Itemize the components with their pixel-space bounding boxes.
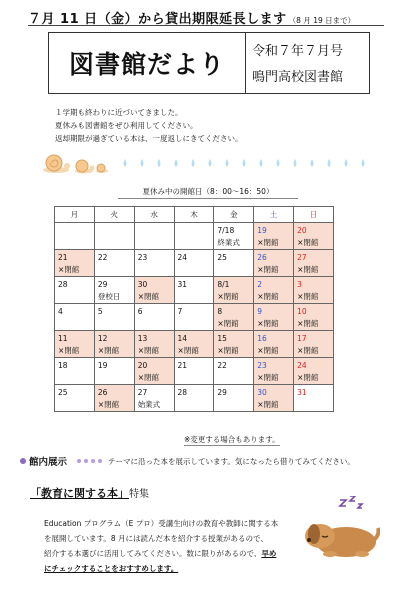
intro-text bbox=[55, 106, 375, 145]
calendar-week-row bbox=[55, 223, 334, 250]
calendar-day bbox=[174, 250, 214, 277]
calendar-date: 16 bbox=[257, 334, 267, 343]
exhibit-heading: 館内展示 bbox=[29, 457, 68, 468]
calendar-day-closed bbox=[254, 277, 294, 304]
calendar-date: 11 bbox=[58, 334, 68, 343]
title-left-panel bbox=[49, 33, 246, 93]
calendar-day-closed bbox=[294, 358, 334, 385]
calendar-week-row bbox=[55, 331, 334, 358]
calendar-week-row bbox=[55, 385, 334, 412]
calendar-status: 始業式 bbox=[137, 400, 161, 409]
calendar-date: 28 bbox=[177, 388, 188, 397]
exhibit-text: テーマに沿った本を展示しています。気になったら借りてみてください。 bbox=[108, 456, 355, 466]
feature-line-text: 紹介する本選びに活用してみてください。数に限りがあるので、 bbox=[44, 549, 262, 558]
calendar-day-closed bbox=[294, 277, 334, 304]
calendar-date: 10 bbox=[297, 307, 307, 316]
newsletter-title-box bbox=[48, 32, 370, 94]
title-right-panel bbox=[246, 33, 369, 93]
intro-line: １学期も終わりに近づいてきました。 bbox=[55, 108, 183, 117]
intro-line: 夏休みも図書館をぜひ利用してください。 bbox=[55, 121, 198, 130]
calendar-date: 21 bbox=[177, 361, 188, 370]
calendar-day bbox=[94, 250, 134, 277]
calendar-status: ×閉館 bbox=[217, 292, 239, 301]
calendar-status: ×閉館 bbox=[257, 265, 279, 274]
calendar-status: ×閉館 bbox=[97, 346, 120, 355]
feature-emphasis-line: にチェックすることをおすすめします。 bbox=[44, 564, 179, 573]
calendar-title: 夏休み中の開館日（8：00～16：50） bbox=[118, 186, 298, 199]
calendar-date: 8/1 bbox=[217, 280, 230, 289]
calendar-date: 31 bbox=[177, 280, 188, 289]
feature-emphasis: 早め bbox=[261, 549, 277, 558]
feature-title-suffix: 特集 bbox=[129, 489, 149, 500]
calendar-date: 30 bbox=[137, 280, 148, 289]
calendar-status: ×閉館 bbox=[297, 346, 319, 355]
calendar-day-closed bbox=[294, 223, 334, 250]
calendar-status: ×閉館 bbox=[257, 346, 279, 355]
calendar-day bbox=[174, 223, 214, 250]
calendar-date: 7/18 bbox=[217, 226, 235, 235]
calendar-date: 19 bbox=[97, 361, 108, 370]
calendar-day-closed bbox=[294, 250, 334, 277]
calendar-status: ×閉館 bbox=[137, 373, 159, 382]
banner-main-text: ７月 11 日（金）から貸出期限延長します bbox=[28, 12, 287, 27]
dotted-leader bbox=[77, 459, 102, 463]
calendar-week-row bbox=[55, 358, 334, 385]
weekday-tue: 火 bbox=[94, 207, 134, 223]
calendar-day-closed bbox=[134, 331, 174, 358]
banner-sub-text: （8 月 19 日まで） bbox=[288, 16, 356, 25]
exhibit-row bbox=[20, 452, 400, 470]
calendar-week-row bbox=[55, 304, 334, 331]
calendar-day-closed bbox=[214, 277, 254, 304]
calendar-day-closed bbox=[254, 358, 294, 385]
calendar-day bbox=[214, 385, 254, 412]
extension-banner bbox=[28, 8, 384, 26]
calendar-day bbox=[55, 223, 95, 250]
calendar-date: 24 bbox=[297, 361, 307, 370]
calendar-day bbox=[134, 385, 174, 412]
calendar-date: 5 bbox=[97, 307, 103, 316]
calendar-date: 20 bbox=[137, 361, 148, 370]
weekday-sat: 土 bbox=[254, 207, 294, 223]
calendar-date: 25 bbox=[217, 253, 227, 262]
calendar-day bbox=[174, 277, 214, 304]
calendar-day-closed bbox=[134, 358, 174, 385]
calendar-date: 26 bbox=[257, 253, 267, 262]
intro-line: 返却期限が過ぎている本は、一度返しにきてください。 bbox=[55, 134, 243, 143]
calendar-status: ×閉館 bbox=[58, 346, 80, 355]
calendar-date: 22 bbox=[217, 361, 227, 370]
sleeping-dog-icon bbox=[300, 496, 380, 562]
calendar-date: 27 bbox=[297, 253, 307, 262]
calendar-date: 20 bbox=[297, 226, 307, 235]
calendar-day bbox=[134, 223, 174, 250]
calendar-status: ×閉館 bbox=[257, 238, 279, 247]
calendar-status: ×閉館 bbox=[217, 319, 239, 328]
calendar-day-closed bbox=[254, 250, 294, 277]
calendar-note: ※変更する場合もあります。 bbox=[184, 435, 280, 444]
calendar-date: 31 bbox=[297, 388, 307, 397]
calendar-day-closed bbox=[254, 331, 294, 358]
calendar-day-closed bbox=[254, 223, 294, 250]
calendar-status: ×閉館 bbox=[58, 265, 80, 274]
calendar-date: 6 bbox=[137, 307, 143, 316]
calendar-date: 14 bbox=[177, 334, 188, 343]
feature-title-bold: 「教育に関する本」 bbox=[30, 487, 129, 500]
calendar-date: 17 bbox=[297, 334, 307, 343]
weekday-sun: 日 bbox=[294, 207, 334, 223]
calendar-date: 18 bbox=[58, 361, 68, 370]
calendar-date: 28 bbox=[58, 280, 68, 289]
calendar-date: 24 bbox=[177, 253, 188, 262]
calendar-date: 13 bbox=[137, 334, 148, 343]
calendar-status: ×閉館 bbox=[297, 319, 319, 328]
calendar-date: 12 bbox=[97, 334, 108, 343]
feature-title bbox=[30, 485, 149, 501]
calendar-day-closed bbox=[174, 331, 214, 358]
calendar-status: ×閉館 bbox=[297, 373, 319, 382]
calendar-status: ×閉館 bbox=[137, 346, 159, 355]
issue-label: 令和７年７月号 bbox=[252, 44, 344, 59]
weekday-wed: 水 bbox=[134, 207, 174, 223]
calendar-date: 15 bbox=[217, 334, 227, 343]
feature-body bbox=[44, 516, 308, 576]
calendar-status: ×閉館 bbox=[137, 292, 159, 301]
calendar-day bbox=[94, 358, 134, 385]
calendar-status: ×閉館 bbox=[257, 400, 279, 409]
calendar-day bbox=[174, 385, 214, 412]
calendar-day bbox=[55, 304, 95, 331]
calendar-day bbox=[55, 277, 95, 304]
calendar-day bbox=[214, 250, 254, 277]
weekday-fri: 金 bbox=[214, 207, 254, 223]
calendar-week-row bbox=[55, 250, 334, 277]
weekday-thu: 木 bbox=[174, 207, 214, 223]
calendar-day bbox=[55, 385, 95, 412]
water-drop-icon bbox=[120, 158, 370, 168]
calendar-date: 23 bbox=[257, 361, 267, 370]
calendar-day bbox=[94, 277, 134, 304]
newsletter-title: 図書館だより bbox=[68, 50, 225, 79]
calendar-date: 8 bbox=[217, 307, 223, 316]
calendar-day bbox=[134, 304, 174, 331]
calendar-week-row bbox=[55, 277, 334, 304]
calendar-date: 29 bbox=[97, 280, 108, 289]
calendar-date: 9 bbox=[257, 307, 262, 316]
calendar-status: ×閉館 bbox=[177, 346, 199, 355]
feature-line bbox=[44, 546, 308, 561]
calendar-day-closed bbox=[214, 304, 254, 331]
calendar-day-closed bbox=[55, 250, 95, 277]
calendar-status: ×閉館 bbox=[257, 373, 279, 382]
school-library-name: 鳴門高校図書館 bbox=[252, 70, 344, 85]
feature-line: を展開しています。8 月には読んだ本を紹介する授業があるので、 bbox=[44, 534, 268, 543]
calendar-date: 26 bbox=[97, 388, 108, 397]
calendar-day-closed bbox=[94, 385, 134, 412]
calendar-status: ×閉館 bbox=[297, 238, 319, 247]
calendar-day-closed bbox=[94, 331, 134, 358]
calendar-day bbox=[214, 223, 254, 250]
calendar-date: 3 bbox=[297, 280, 302, 289]
calendar-day-closed bbox=[294, 331, 334, 358]
calendar-status: ×閉館 bbox=[97, 400, 120, 409]
calendar-day bbox=[294, 385, 334, 412]
calendar-body bbox=[55, 223, 334, 412]
calendar-date: 21 bbox=[58, 253, 68, 262]
calendar-day-closed bbox=[254, 385, 294, 412]
calendar-date: 30 bbox=[257, 388, 267, 397]
feature-line: Education プログラム（E プロ）受講生向けの教育や教師に関する本 bbox=[44, 519, 279, 528]
calendar-date: 4 bbox=[58, 307, 63, 316]
calendar-day bbox=[94, 304, 134, 331]
calendar-day-closed bbox=[214, 331, 254, 358]
calendar-day bbox=[134, 250, 174, 277]
calendar-day-closed bbox=[134, 277, 174, 304]
calendar-day-closed bbox=[294, 304, 334, 331]
calendar-date: 7 bbox=[177, 307, 183, 316]
calendar-date: 2 bbox=[257, 280, 262, 289]
calendar-day bbox=[55, 358, 95, 385]
calendar-status: 登校日 bbox=[97, 292, 121, 301]
calendar-day-closed bbox=[55, 331, 95, 358]
opening-calendar bbox=[54, 206, 334, 412]
calendar-day-closed bbox=[254, 304, 294, 331]
calendar-date: 19 bbox=[257, 226, 267, 235]
calendar-date: 25 bbox=[58, 388, 68, 397]
calendar-status: ×閉館 bbox=[217, 346, 239, 355]
weekday-mon: 月 bbox=[55, 207, 95, 223]
calendar-day bbox=[174, 358, 214, 385]
bullet-dot bbox=[20, 458, 26, 464]
snail-icon bbox=[42, 152, 110, 174]
calendar-date: 23 bbox=[137, 253, 148, 262]
calendar-date: 29 bbox=[217, 388, 227, 397]
calendar-day bbox=[94, 223, 134, 250]
calendar-day bbox=[174, 304, 214, 331]
calendar-status: ×閉館 bbox=[257, 292, 279, 301]
calendar-day bbox=[214, 358, 254, 385]
calendar-status: 終業式 bbox=[217, 238, 240, 247]
calendar-date: 27 bbox=[137, 388, 148, 397]
calendar-date: 22 bbox=[97, 253, 108, 262]
calendar-status: ×閉館 bbox=[297, 265, 319, 274]
calendar-status: ×閉館 bbox=[297, 292, 319, 301]
calendar-status: ×閉館 bbox=[257, 319, 279, 328]
weekday-header-row bbox=[55, 207, 334, 223]
